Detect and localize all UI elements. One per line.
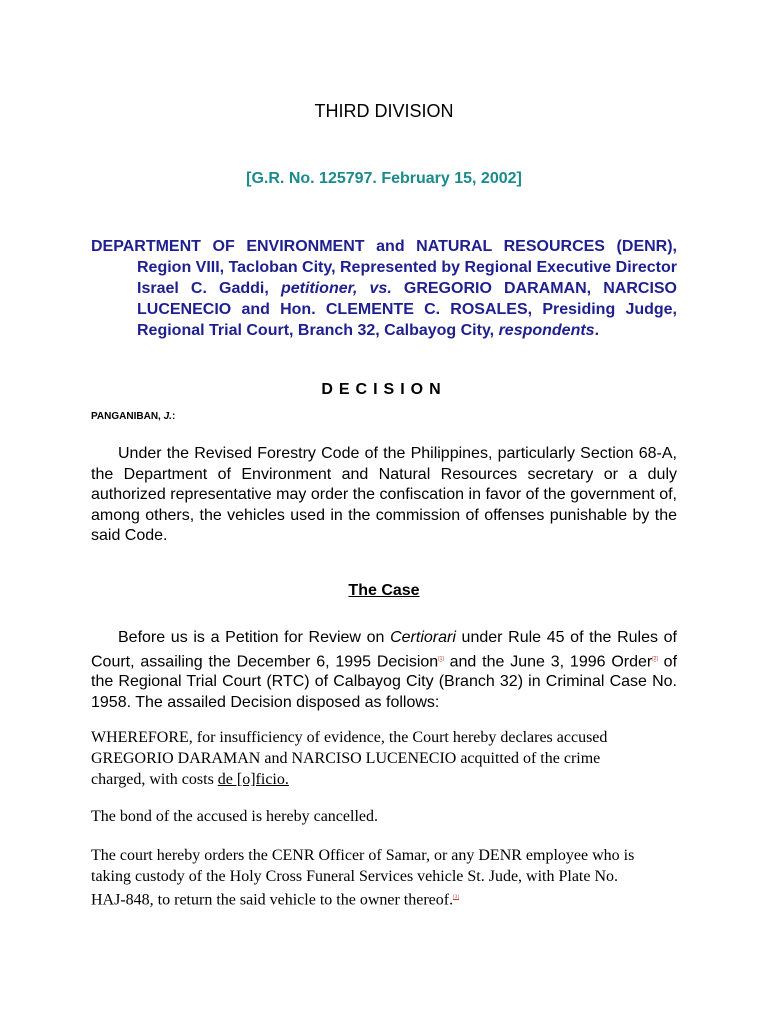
the-case-heading: The Case xyxy=(348,582,420,599)
case-number: [G.R. No. 125797. February 15, 2002] xyxy=(246,170,522,187)
quote1-de-oficio: de [o]ficio. xyxy=(217,771,289,788)
paragraph-petition xyxy=(91,628,677,713)
decision-heading: DECISION xyxy=(321,381,447,398)
p2-certiorari: Certiorari xyxy=(390,629,456,646)
ponente-end: : xyxy=(171,411,176,422)
quote-bond: The bond of the accused is hereby cancelled. xyxy=(91,808,378,825)
quote3-text: The court hereby orders the CENR Officer of Samar, or any DENR employee who is taking custody of the Holy Cross Funeral Services vehicle St. Jude, with Plate No. HAJ-848, to return the said vehicle to the owner thereof. xyxy=(91,847,635,909)
ponente xyxy=(91,411,175,422)
quote-order xyxy=(91,845,651,910)
caption-respondents: respondents xyxy=(498,322,595,339)
p2-text-a: Before us is a Petition for Review on xyxy=(118,629,391,646)
caption-end: . xyxy=(594,322,600,339)
caption-petitioner: petitioner, vs. xyxy=(280,280,392,297)
quote-wherefore xyxy=(91,727,651,790)
p2-text-b: under Rule 45 of the Rules of Court, assailing the December 6, 1995 Decision xyxy=(91,629,677,670)
paragraph-intro: Under the Revised Forestry Code of the Philippines, particularly Section 68-A, the Department of Environment and Natural Resources secretary or a duly authorized representative may order the confiscation in favor of the government of, among others, the vehicles used in the commission of offenses punishable by the said Code. xyxy=(91,445,677,544)
case-caption xyxy=(91,236,677,341)
division-heading: THIRD DIVISION xyxy=(314,101,454,121)
p2-text-d: of the Regional Trial Court (RTC) of Calbayog City (Branch 32) in Criminal Case No. 1958. The assailed Decision disposed as follows: xyxy=(91,652,678,711)
p2-text-c: and the June 3, 1996 Order xyxy=(443,652,653,670)
caption-part2: GREGORIO DARAMAN, NARCISO LUCENECIO and Hon. CLEMENTE C. ROSALES, Presiding Judge, Regional Trial Court, Branch 32, Calbayog City, xyxy=(137,280,678,339)
ponente-title: J. xyxy=(163,411,172,422)
footnote-link-3[interactable]: [3] xyxy=(453,895,459,900)
caption-part1: DEPARTMENT OF ENVIRONMENT and NATURAL RESOURCES (DENR), Region VIII, Tacloban City, Represented by Regional Executive Director Israel C. Gaddi, xyxy=(91,238,677,297)
ponente-name: PANGANIBAN, xyxy=(91,411,164,422)
footnote-link-1[interactable]: [1] xyxy=(438,655,444,662)
footnote-link-2[interactable]: [2] xyxy=(652,655,658,662)
quote1-text: WHEREFORE, for insufficiency of evidence, the Court hereby declares accused GREGORIO DARAMAN and NARCISO LUCENECIO acquitted of the crime charged, with costs xyxy=(91,729,608,788)
